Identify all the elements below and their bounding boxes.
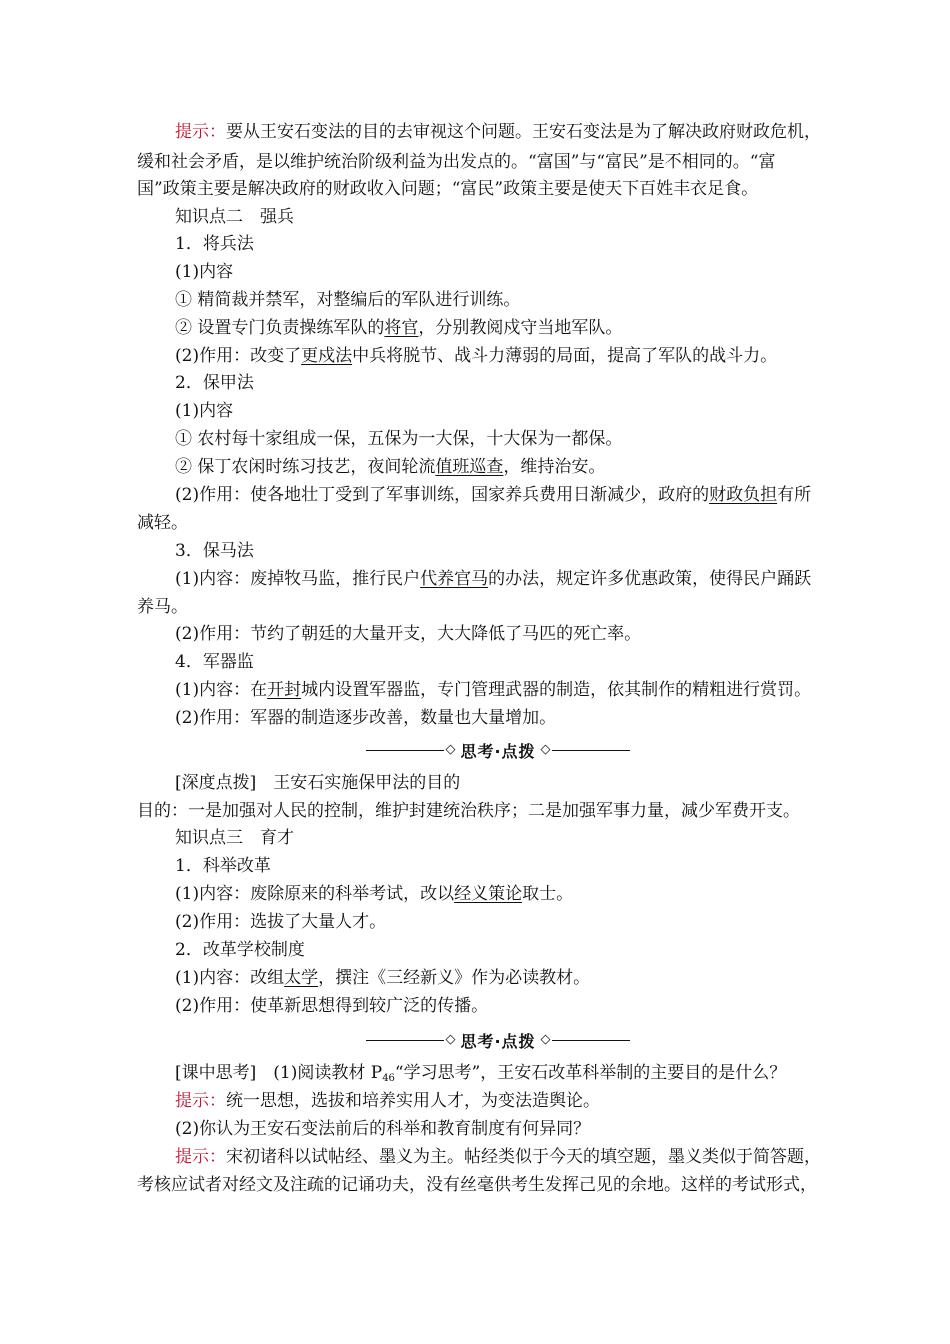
- effect-line: (2)作用：军器的制造逐步改善，数量也大量增加。: [175, 708, 557, 728]
- content-line-cont: 养马。: [137, 597, 188, 617]
- answer-line: 提示：统一思想，选拔和培养实用人才，为变法造舆论。: [175, 1091, 600, 1111]
- list-item: ② 设置专门负责操练军队的将官，分别教阅戍守当地军队。: [175, 318, 623, 338]
- subsection-title: 4．军器监: [175, 652, 254, 672]
- banner-rule: [552, 1040, 630, 1041]
- content-label: (1)内容: [175, 262, 234, 282]
- hint-label: 提示：: [175, 1091, 226, 1111]
- underlined-term: 将官: [384, 318, 419, 338]
- banner-rule: [366, 750, 444, 751]
- effect-line: (2)作用：改变了更戍法中兵将脱节、战斗力薄弱的局面，提高了军队的战斗力。: [175, 346, 778, 366]
- list-item: ② 保丁农闲时练习技艺，夜间轮流值班巡查，维持治安。: [175, 457, 606, 477]
- underlined-term: 值班巡查: [435, 457, 504, 477]
- hint-paragraph-line: 提示：要从王安石变法的目的去审视这个问题。王安石变法是为了解决政府财政危机，: [175, 122, 821, 142]
- banner-title: 思考·点拨: [460, 741, 536, 761]
- banner-rule: [366, 1040, 444, 1041]
- section-heading: 知识点二 强兵: [175, 207, 294, 227]
- diamond-icon: ◇: [445, 1032, 456, 1047]
- effect-line: (2)作用：使各地壮丁受到了军事训练，国家养兵费用日渐减少，政府的财政负担有所: [175, 485, 812, 505]
- list-item: ① 精简裁并禁军，对整编后的军队进行训练。: [175, 290, 521, 310]
- effect-line: (2)作用：使革新思想得到较广泛的传播。: [175, 996, 489, 1016]
- diamond-icon: ◇: [540, 742, 551, 757]
- section-heading: 知识点三 育才: [175, 828, 294, 848]
- think-banner: [366, 1029, 630, 1051]
- content-line: (1)内容：废除原来的科举考试，改以经义策论取士。: [175, 884, 574, 904]
- content-line: (1)内容：废掉牧马监，推行民户代养官马的办法，规定许多优惠政策，使得民户踊跃: [175, 569, 812, 589]
- subsection-title: 2．保甲法: [175, 373, 254, 393]
- answer-line: 提示：宋初诸科以试帖经、墨义为主。帖经类似于今天的填空题，墨义类似于简答题，: [175, 1147, 821, 1167]
- deep-tip-text: 目的：一是加强对人民的控制，维护封建统治秩序；二是加强军事力量，减少军费开支。: [137, 801, 800, 821]
- hint-label: 提示：: [175, 122, 226, 142]
- underlined-term: 开封: [267, 680, 302, 700]
- diamond-icon: ◇: [445, 742, 456, 757]
- subsection-title: 1．将兵法: [175, 234, 254, 254]
- paragraph-line: 国”政策主要是解决政府的财政收入问题；“富民”政策主要是使天下百姓丰衣足食。: [137, 179, 759, 199]
- deep-tip-heading: [深度点拨] 王安石实施保甲法的目的: [175, 773, 461, 793]
- answer-line-cont: 考核应试者对经文及注疏的记诵功夫，没有丝毫供考生发挥己见的余地。这样的考试形式，: [137, 1175, 817, 1195]
- question-line: (2)你认为王安石变法前后的科举和教育制度有何异同？: [175, 1119, 591, 1139]
- hint-label: 提示：: [175, 1147, 226, 1167]
- underlined-term: 财政负担: [709, 485, 778, 505]
- subsection-title: 3．保马法: [175, 541, 254, 561]
- content-label: (1)内容: [175, 401, 234, 421]
- question-line: [课中思考] (1)阅读教材 $P_{46}“$学习思考”，王安石改革科举制的主要目的是什么？: [175, 1063, 787, 1084]
- underlined-term: 太学: [284, 968, 319, 988]
- banner-title: 思考·点拨: [460, 1031, 536, 1051]
- effect-line: (2)作用：节约了朝廷的大量开支，大大降低了马匹的死亡率。: [175, 624, 642, 644]
- content-line: (1)内容：改组太学，撰注《三经新义》作为必读教材。: [175, 968, 591, 988]
- diamond-icon: ◇: [540, 1032, 551, 1047]
- subsection-title: 1．科举改革: [175, 856, 271, 876]
- underlined-term: 经义策论: [454, 884, 523, 904]
- paragraph-line: 缓和社会矛盾，是以维护统治阶级利益为出发点的。“富国”与“富民”是不相同的。“富: [137, 152, 776, 172]
- underlined-term: 代养官马: [420, 569, 489, 589]
- banner-rule: [552, 750, 630, 751]
- content-line: (1)内容：在开封城内设置军器监，专门管理武器的制造，依其制作的精粗进行赏罚。: [175, 680, 812, 700]
- underlined-term: 更戍法: [301, 346, 353, 366]
- effect-line-cont: 减轻。: [137, 513, 188, 533]
- think-banner: [366, 739, 630, 761]
- list-item: ① 农村每十家组成一保，五保为一大保，十大保为一都保。: [175, 429, 623, 449]
- effect-line: (2)作用：选拔了大量人才。: [175, 912, 387, 932]
- subsection-title: 2．改革学校制度: [175, 940, 305, 960]
